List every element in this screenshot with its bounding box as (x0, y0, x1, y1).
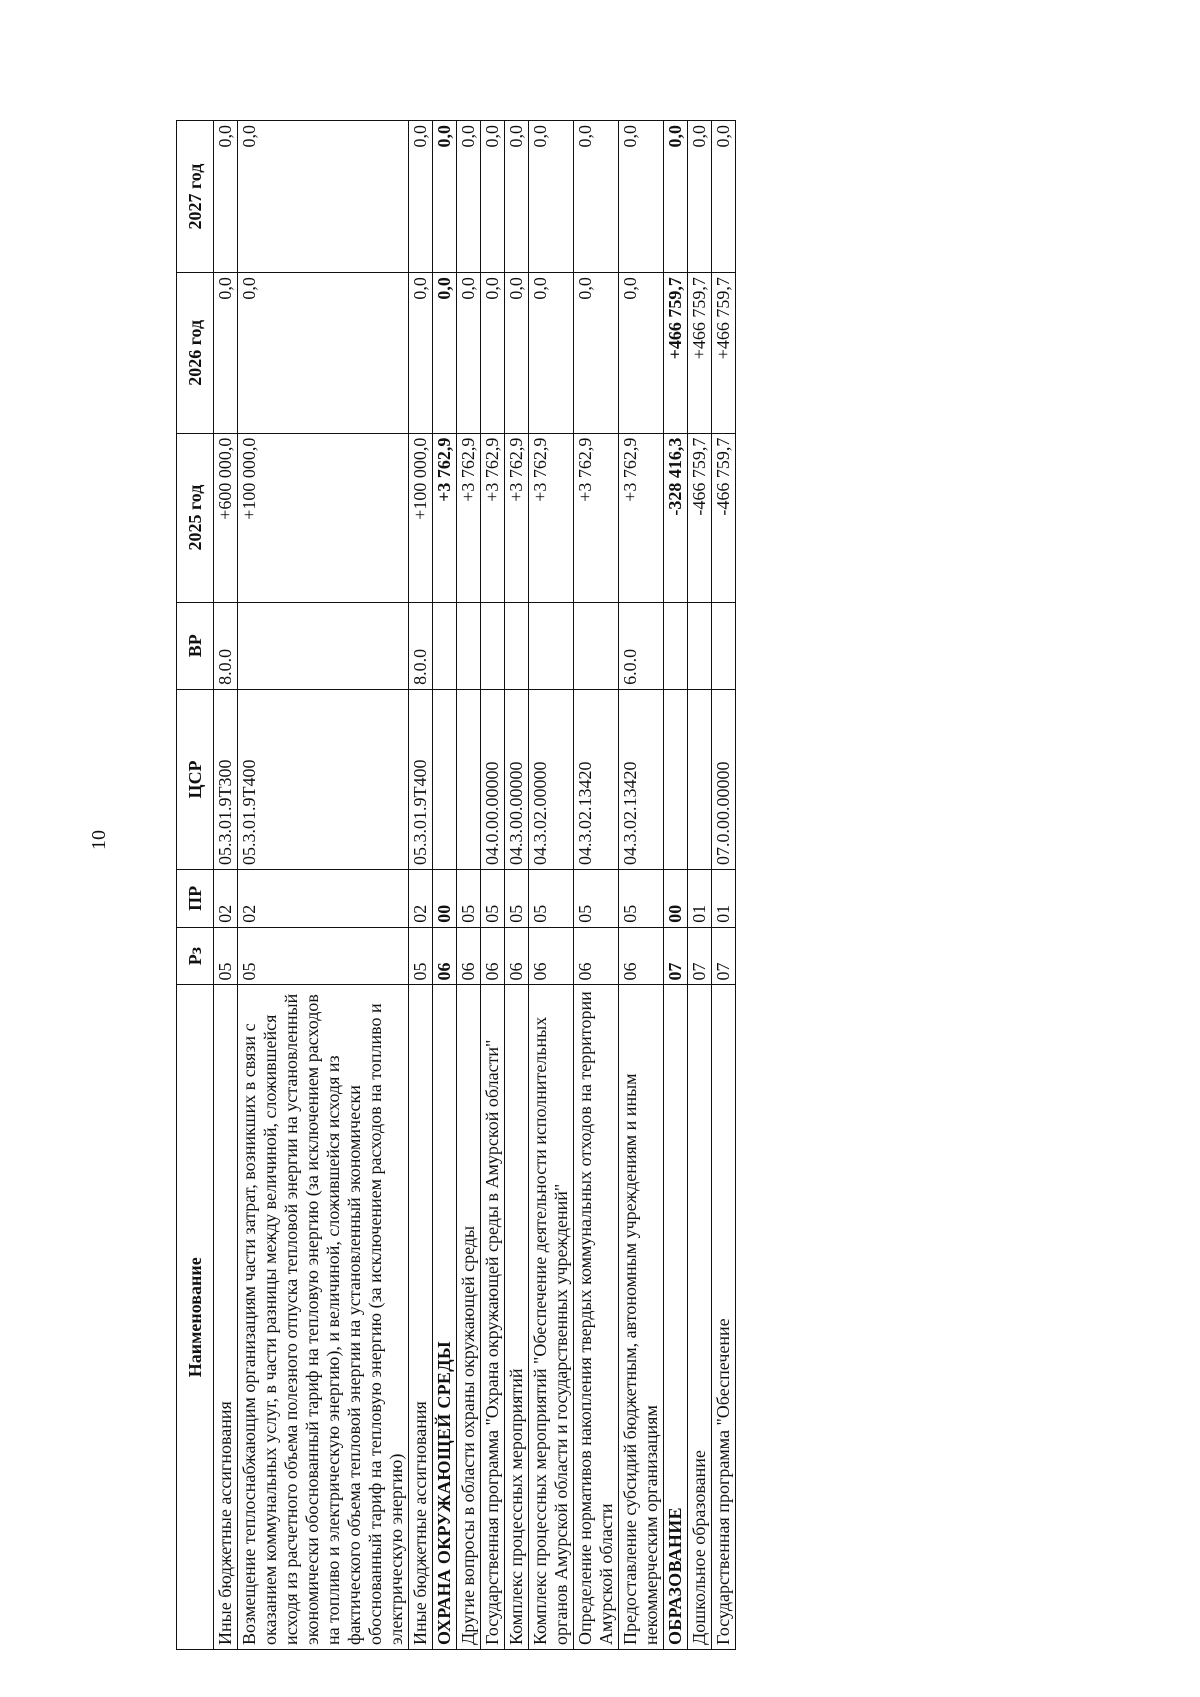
cell-pr: 05 (574, 870, 619, 928)
table-row (433, 121, 457, 1650)
cell-name: Возмещение теплоснабжающим организациям части затрат, возникших в связи с оказанием коммунальных услуг, в части разницы между величиной, сложившейся исходя из расчетного объема полезного отпуска тепловой энергии на установленный экономически обоснованный тариф на тепловую энергию (за исключением расходов на топливо и электрическую энергию), и величиной, сложившейся исходя из фактического объема тепловой энергии на установленный экономически обоснованный тариф на тепловую энергию (за исключением расходов на топливо и электрическую энергию) (238, 985, 409, 1650)
cell-pr: 05 (457, 870, 481, 928)
cell-y2025: +100 000,0 (409, 433, 433, 602)
table-row (457, 121, 481, 1650)
header-vr: ВР (177, 602, 214, 689)
cell-vr (505, 602, 529, 689)
cell-y2027: 0,0 (481, 121, 505, 273)
cell-vr (238, 602, 409, 689)
cell-rz: 06 (505, 927, 529, 985)
header-rz: Рз (177, 927, 214, 985)
table-row (712, 121, 736, 1650)
cell-csr: 04.3.02.00000 (529, 689, 574, 869)
cell-y2026: 0,0 (214, 273, 238, 434)
cell-y2027: 0,0 (529, 121, 574, 273)
table-row (664, 121, 688, 1650)
cell-rz: 06 (574, 927, 619, 985)
cell-y2027: 0,0 (505, 121, 529, 273)
cell-pr: 02 (214, 870, 238, 928)
cell-pr: 05 (619, 870, 664, 928)
cell-name: Другие вопросы в области охраны окружающей среды (457, 985, 481, 1650)
cell-vr: 6.0.0 (619, 602, 664, 689)
cell-rz: 06 (433, 927, 457, 985)
header-2025: 2025 год (177, 433, 214, 602)
table-body (214, 121, 736, 1650)
cell-csr (664, 689, 688, 869)
cell-name: Иные бюджетные ассигнования (214, 985, 238, 1650)
cell-y2027: 0,0 (664, 121, 688, 273)
cell-vr (574, 602, 619, 689)
cell-y2025: +3 762,9 (574, 433, 619, 602)
cell-csr: 04.3.02.13420 (619, 689, 664, 869)
cell-y2025: +3 762,9 (457, 433, 481, 602)
cell-name: ОБРАЗОВАНИЕ (664, 985, 688, 1650)
cell-y2025: +3 762,9 (433, 433, 457, 602)
cell-y2025: -328 416,3 (664, 433, 688, 602)
cell-y2026: 0,0 (457, 273, 481, 434)
cell-y2026: 0,0 (409, 273, 433, 434)
table-row (481, 121, 505, 1650)
cell-csr (688, 689, 712, 869)
cell-csr: 07.0.00.00000 (712, 689, 736, 869)
cell-y2026: +466 759,7 (688, 273, 712, 434)
cell-vr (481, 602, 505, 689)
cell-name: Комплекс процессных мероприятий (505, 985, 529, 1650)
cell-y2027: 0,0 (574, 121, 619, 273)
cell-y2026: 0,0 (619, 273, 664, 434)
cell-rz: 06 (619, 927, 664, 985)
cell-y2025: +3 762,9 (481, 433, 505, 602)
cell-y2026: 0,0 (433, 273, 457, 434)
table-row (238, 121, 409, 1650)
cell-y2025: +3 762,9 (505, 433, 529, 602)
cell-csr: 04.0.00.00000 (481, 689, 505, 869)
cell-y2026: 0,0 (529, 273, 574, 434)
table-row (529, 121, 574, 1650)
cell-y2026: +466 759,7 (664, 273, 688, 434)
cell-rz: 07 (688, 927, 712, 985)
cell-y2026: 0,0 (238, 273, 409, 434)
cell-pr: 05 (481, 870, 505, 928)
header-pr: ПР (177, 870, 214, 928)
cell-pr: 00 (433, 870, 457, 928)
header-2026: 2026 год (177, 273, 214, 434)
cell-rz: 05 (409, 927, 433, 985)
cell-y2027: 0,0 (688, 121, 712, 273)
table-header-row (177, 121, 214, 1650)
cell-rz: 05 (238, 927, 409, 985)
cell-y2026: 0,0 (481, 273, 505, 434)
cell-vr (688, 602, 712, 689)
cell-vr: 8.0.0 (409, 602, 433, 689)
cell-y2027: 0,0 (214, 121, 238, 273)
header-2027: 2027 год (177, 121, 214, 273)
cell-csr: 04.3.00.00000 (505, 689, 529, 869)
cell-y2027: 0,0 (409, 121, 433, 273)
cell-pr: 05 (505, 870, 529, 928)
page-number: 10 (88, 830, 110, 850)
cell-y2027: 0,0 (238, 121, 409, 273)
table-row (505, 121, 529, 1650)
cell-csr (457, 689, 481, 869)
budget-table (176, 120, 736, 1650)
cell-vr: 8.0.0 (214, 602, 238, 689)
cell-y2027: 0,0 (457, 121, 481, 273)
cell-y2026: +466 759,7 (712, 273, 736, 434)
table-row (688, 121, 712, 1650)
table-row (574, 121, 619, 1650)
cell-pr: 05 (529, 870, 574, 928)
cell-vr (712, 602, 736, 689)
cell-name: ОХРАНА ОКРУЖАЮЩЕЙ СРЕДЫ (433, 985, 457, 1650)
cell-name: Комплекс процессных мероприятий "Обеспечение деятельности исполнительных органов Амурской области и государственных учреждений" (529, 985, 574, 1650)
cell-csr: 04.3.02.13420 (574, 689, 619, 869)
cell-pr: 02 (238, 870, 409, 928)
cell-name: Иные бюджетные ассигнования (409, 985, 433, 1650)
cell-y2025: +600 000,0 (214, 433, 238, 602)
cell-y2025: -466 759,7 (712, 433, 736, 602)
cell-pr: 02 (409, 870, 433, 928)
cell-pr: 01 (712, 870, 736, 928)
cell-y2025: +100 000,0 (238, 433, 409, 602)
cell-rz: 06 (481, 927, 505, 985)
table-row (619, 121, 664, 1650)
header-name: Наименование (177, 985, 214, 1650)
cell-name: Определение нормативов накопления твердых коммунальных отходов на территории Амурской области (574, 985, 619, 1650)
cell-y2025: -466 759,7 (688, 433, 712, 602)
cell-csr (433, 689, 457, 869)
cell-y2027: 0,0 (712, 121, 736, 273)
cell-y2027: 0,0 (619, 121, 664, 273)
cell-rz: 07 (664, 927, 688, 985)
cell-csr: 05.3.01.9Т300 (214, 689, 238, 869)
cell-name: Дошкольное образование (688, 985, 712, 1650)
cell-csr: 05.3.01.9Т400 (238, 689, 409, 869)
cell-vr (529, 602, 574, 689)
cell-rz: 05 (214, 927, 238, 985)
cell-name: Государственная программа "Охрана окружающей среды в Амурской области" (481, 985, 505, 1650)
cell-vr (457, 602, 481, 689)
budget-table-container (176, 120, 1094, 1650)
cell-pr: 01 (688, 870, 712, 928)
cell-rz: 07 (712, 927, 736, 985)
header-csr: ЦСР (177, 689, 214, 869)
cell-vr (433, 602, 457, 689)
cell-csr: 05.3.01.9Т400 (409, 689, 433, 869)
table-row (409, 121, 433, 1650)
cell-name: Государственная программа "Обеспечение (712, 985, 736, 1650)
cell-y2026: 0,0 (505, 273, 529, 434)
cell-y2027: 0,0 (433, 121, 457, 273)
cell-vr (664, 602, 688, 689)
cell-rz: 06 (457, 927, 481, 985)
cell-rz: 06 (529, 927, 574, 985)
table-row (214, 121, 238, 1650)
cell-y2025: +3 762,9 (619, 433, 664, 602)
cell-name: Предоставление субсидий бюджетным, автономным учреждениям и иным некоммерческим организациям (619, 985, 664, 1650)
cell-y2026: 0,0 (574, 273, 619, 434)
cell-y2025: +3 762,9 (529, 433, 574, 602)
cell-pr: 00 (664, 870, 688, 928)
